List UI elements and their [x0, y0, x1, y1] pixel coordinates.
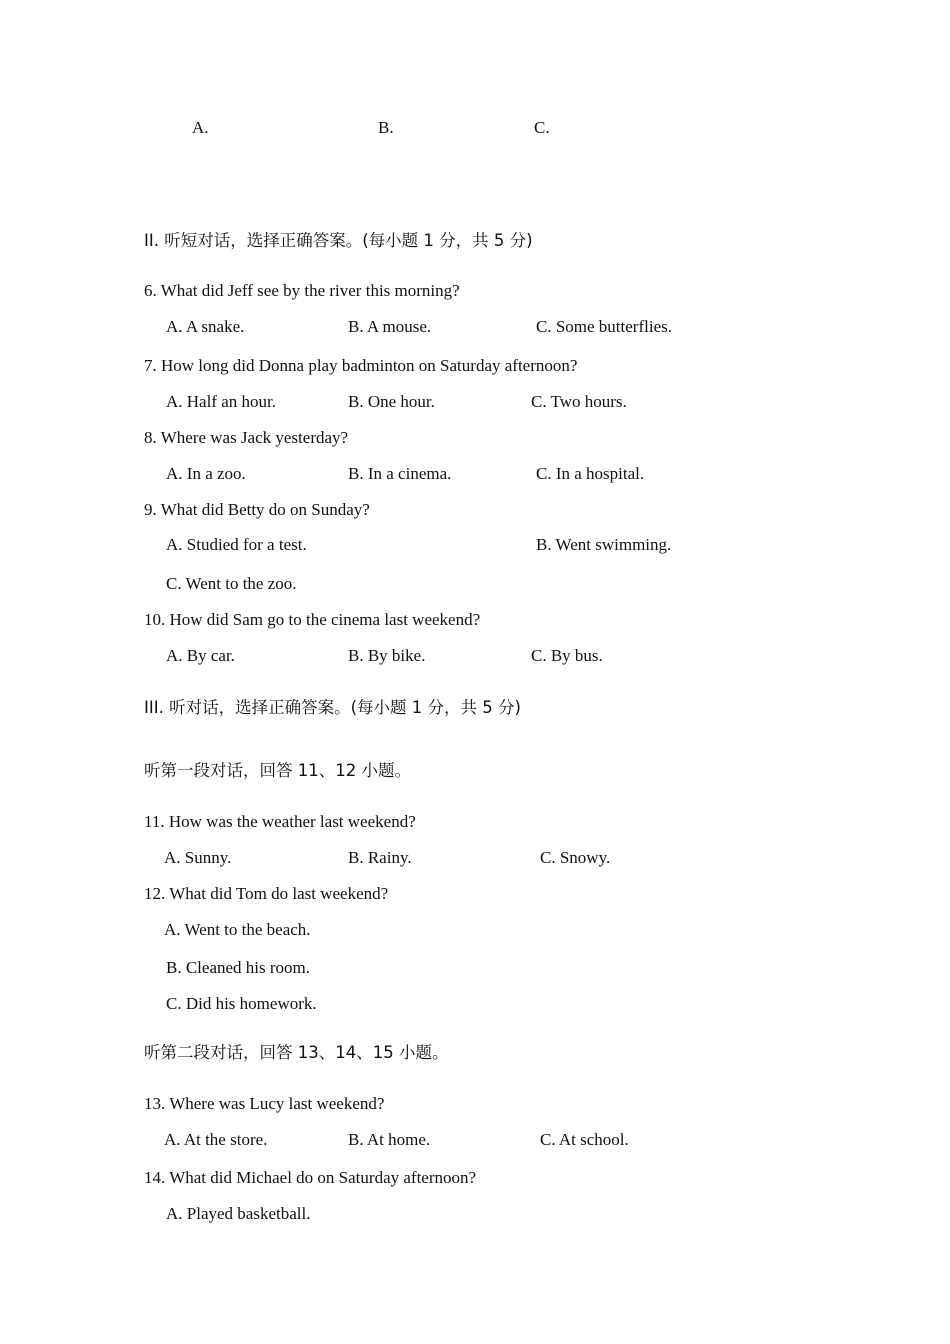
picture-option-a-label: A. — [192, 118, 209, 137]
question-11-option-a: A. Sunny. — [164, 848, 232, 867]
question-13-option-b: B. At home. — [348, 1130, 431, 1149]
question-6-option-a: A. A snake. — [166, 317, 245, 336]
question-14-option-a: A. Played basketball. — [166, 1204, 311, 1223]
question-10-option-c: C. By bus. — [531, 646, 603, 665]
question-12-option-b: B. Cleaned his room. — [166, 958, 311, 977]
question-8-option-b: B. In a cinema. — [348, 464, 452, 483]
question-7-option-a: A. Half an hour. — [166, 392, 277, 411]
question-8: 8. Where was Jack yesterday? — [144, 428, 349, 447]
question-9-option-b: B. Went swimming. — [536, 535, 672, 554]
part-1-intro: 听第一段对话，回答 11、12 小题。 — [144, 761, 411, 780]
question-10: 10. How did Sam go to the cinema last weekend? — [144, 610, 481, 629]
question-12-option-a: A. Went to the beach. — [164, 920, 311, 939]
question-11-option-b: B. Rainy. — [348, 848, 412, 867]
question-12: 12. What did Tom do last weekend? — [144, 884, 389, 903]
question-13-option-c: C. At school. — [540, 1130, 629, 1149]
question-14: 14. What did Michael do on Saturday afternoon? — [144, 1168, 477, 1187]
question-8-option-c: C. In a hospital. — [536, 464, 645, 483]
question-12-option-c: C. Did his homework. — [166, 994, 317, 1013]
question-6-option-c: C. Some butterflies. — [536, 317, 672, 336]
question-10-option-b: B. By bike. — [348, 646, 426, 665]
question-9: 9. What did Betty do on Sunday? — [144, 500, 370, 519]
picture-option-c-label: C. — [534, 118, 550, 137]
question-11-option-c: C. Snowy. — [540, 848, 611, 867]
question-7-option-c: C. Two hours. — [531, 392, 627, 411]
part-2-intro: 听第二段对话，回答 13、14、15 小题。 — [144, 1043, 449, 1062]
picture-option-b-label: B. — [378, 118, 394, 137]
question-13-option-a: A. At the store. — [164, 1130, 268, 1149]
question-11: 11. How was the weather last weekend? — [144, 812, 416, 831]
question-7-option-b: B. One hour. — [348, 392, 435, 411]
question-6-option-b: B. A mouse. — [348, 317, 432, 336]
question-9-option-c: C. Went to the zoo. — [166, 574, 297, 593]
question-8-option-a: A. In a zoo. — [166, 464, 246, 483]
section-3-heading: III. 听对话，选择正确答案。(每小题 1 分，共 5 分) — [144, 698, 521, 717]
question-9-option-a: A. Studied for a test. — [166, 535, 307, 554]
question-7: 7. How long did Donna play badminton on Saturday afternoon? — [144, 356, 578, 375]
section-2-heading: II. 听短对话，选择正确答案。(每小题 1 分，共 5 分) — [144, 231, 533, 250]
question-6: 6. What did Jeff see by the river this morning? — [144, 281, 460, 300]
question-10-option-a: A. By car. — [166, 646, 235, 665]
question-13: 13. Where was Lucy last weekend? — [144, 1094, 385, 1113]
